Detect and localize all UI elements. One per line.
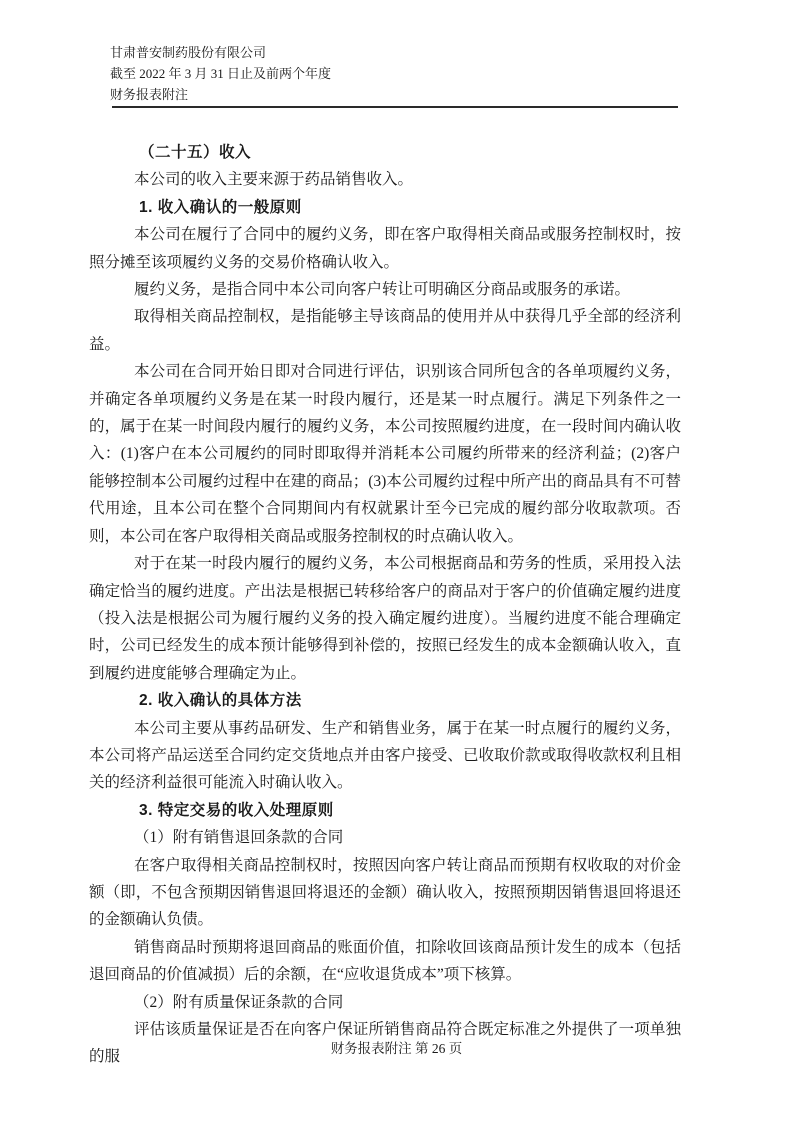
header-period-line: 截至 2022 年 3 月 31 日止及前两个年度 bbox=[110, 66, 332, 81]
subsection-heading-specific-methods: 2. 收入确认的具体方法 bbox=[139, 692, 302, 710]
document-body bbox=[89, 139, 681, 1071]
list-item-sales-return-contract: （1）附有销售退回条款的合同 bbox=[134, 829, 344, 847]
page-footer: 财务报表附注 第 26 页 bbox=[330, 1041, 463, 1056]
paragraph: 对于在某一时段内履行的履约义务，本公司根据商品和劳务的性质，采用投入法确定恰当的履约进度。产出法是根据已转移给客户的商品对于客户的价值确定履约进度（投入法是根据公司为履行履约义务的投入确定履约进度）。当履约进度不能合理确定时，公司已经发生的成本预计能够得到补偿的，按照已经发生的成本金额确认收入，直到履约进度能够合理确定为止。 bbox=[89, 555, 681, 682]
paragraph: 在客户取得相关商品控制权时，按照因向客户转让商品而预期有权收取的对价金额（即，不包含预期因销售退回将退还的金额）确认收入，按照预期因销售退回将退还的金额确认负债。 bbox=[89, 856, 681, 929]
paragraph: 评估该质量保证是否在向客户保证所销售商品符合既定标准之外提供了一项单独的服 bbox=[89, 1021, 681, 1066]
subsection-heading-special-transactions: 3. 特定交易的收入处理原则 bbox=[139, 801, 334, 819]
paragraph: 本公司在合同开始日即对合同进行评估，识别该合同所包含的各单项履约义务，并确定各单项履约义务是在某一时段内履行，还是某一时点履行。满足下列条件之一的，属于在某一时间段内履行的履约义务，本公司按照履约进度，在一段时间内确认收入：(1)客户在本公司履约的同时即取得并消耗本公司履约所带来的经济利益；(2)客户能够控制本公司履约过程中在建的商品；(3)本公司履约过程中所产出的商品具有不可替代用途，且本公司在整个合同期间内有权就累计至今已完成的履约部分收取款项。否则，本公司在客户取得相关商品或服务控制权的时点确认收入。 bbox=[89, 363, 681, 545]
section-heading-revenue: （二十五）收入 bbox=[139, 144, 252, 161]
list-item-quality-assurance-contract: （2）附有质量保证条款的合同 bbox=[134, 993, 344, 1011]
header-divider-rule bbox=[112, 106, 678, 108]
header-company-name: 甘肃普安制药股份有限公司 bbox=[110, 45, 267, 60]
paragraph: 本公司的收入主要来源于药品销售收入。 bbox=[134, 171, 414, 189]
paragraph: 本公司主要从事药品研发、生产和销售业务，属于在某一时点履行的履约义务，本公司将产品运送至合同约定交货地点并由客户接受、已收取价款或取得收款权利且相关的经济利益很可能流入时确认收入。 bbox=[89, 719, 681, 792]
document-header bbox=[110, 42, 331, 105]
paragraph: 取得相关商品控制权，是指能够主导该商品的使用并从中获得几乎全部的经济利益。 bbox=[89, 308, 681, 353]
paragraph: 销售商品时预期将退回商品的账面价值，扣除收回该商品预计发生的成本（包括退回商品的价值减损）后的余额，在“应收退货成本”项下核算。 bbox=[89, 938, 681, 984]
paragraph: 履约义务，是指合同中本公司向客户转让可明确区分商品或服务的承诺。 bbox=[134, 281, 631, 299]
subsection-heading-general-principles: 1. 收入确认的一般原则 bbox=[139, 198, 302, 216]
header-doc-title: 财务报表附注 bbox=[110, 87, 189, 102]
paragraph: 本公司在履行了合同中的履约义务，即在客户取得相关商品或服务控制权时，按照分摊至该项履约义务的交易价格确认收入。 bbox=[89, 226, 681, 271]
